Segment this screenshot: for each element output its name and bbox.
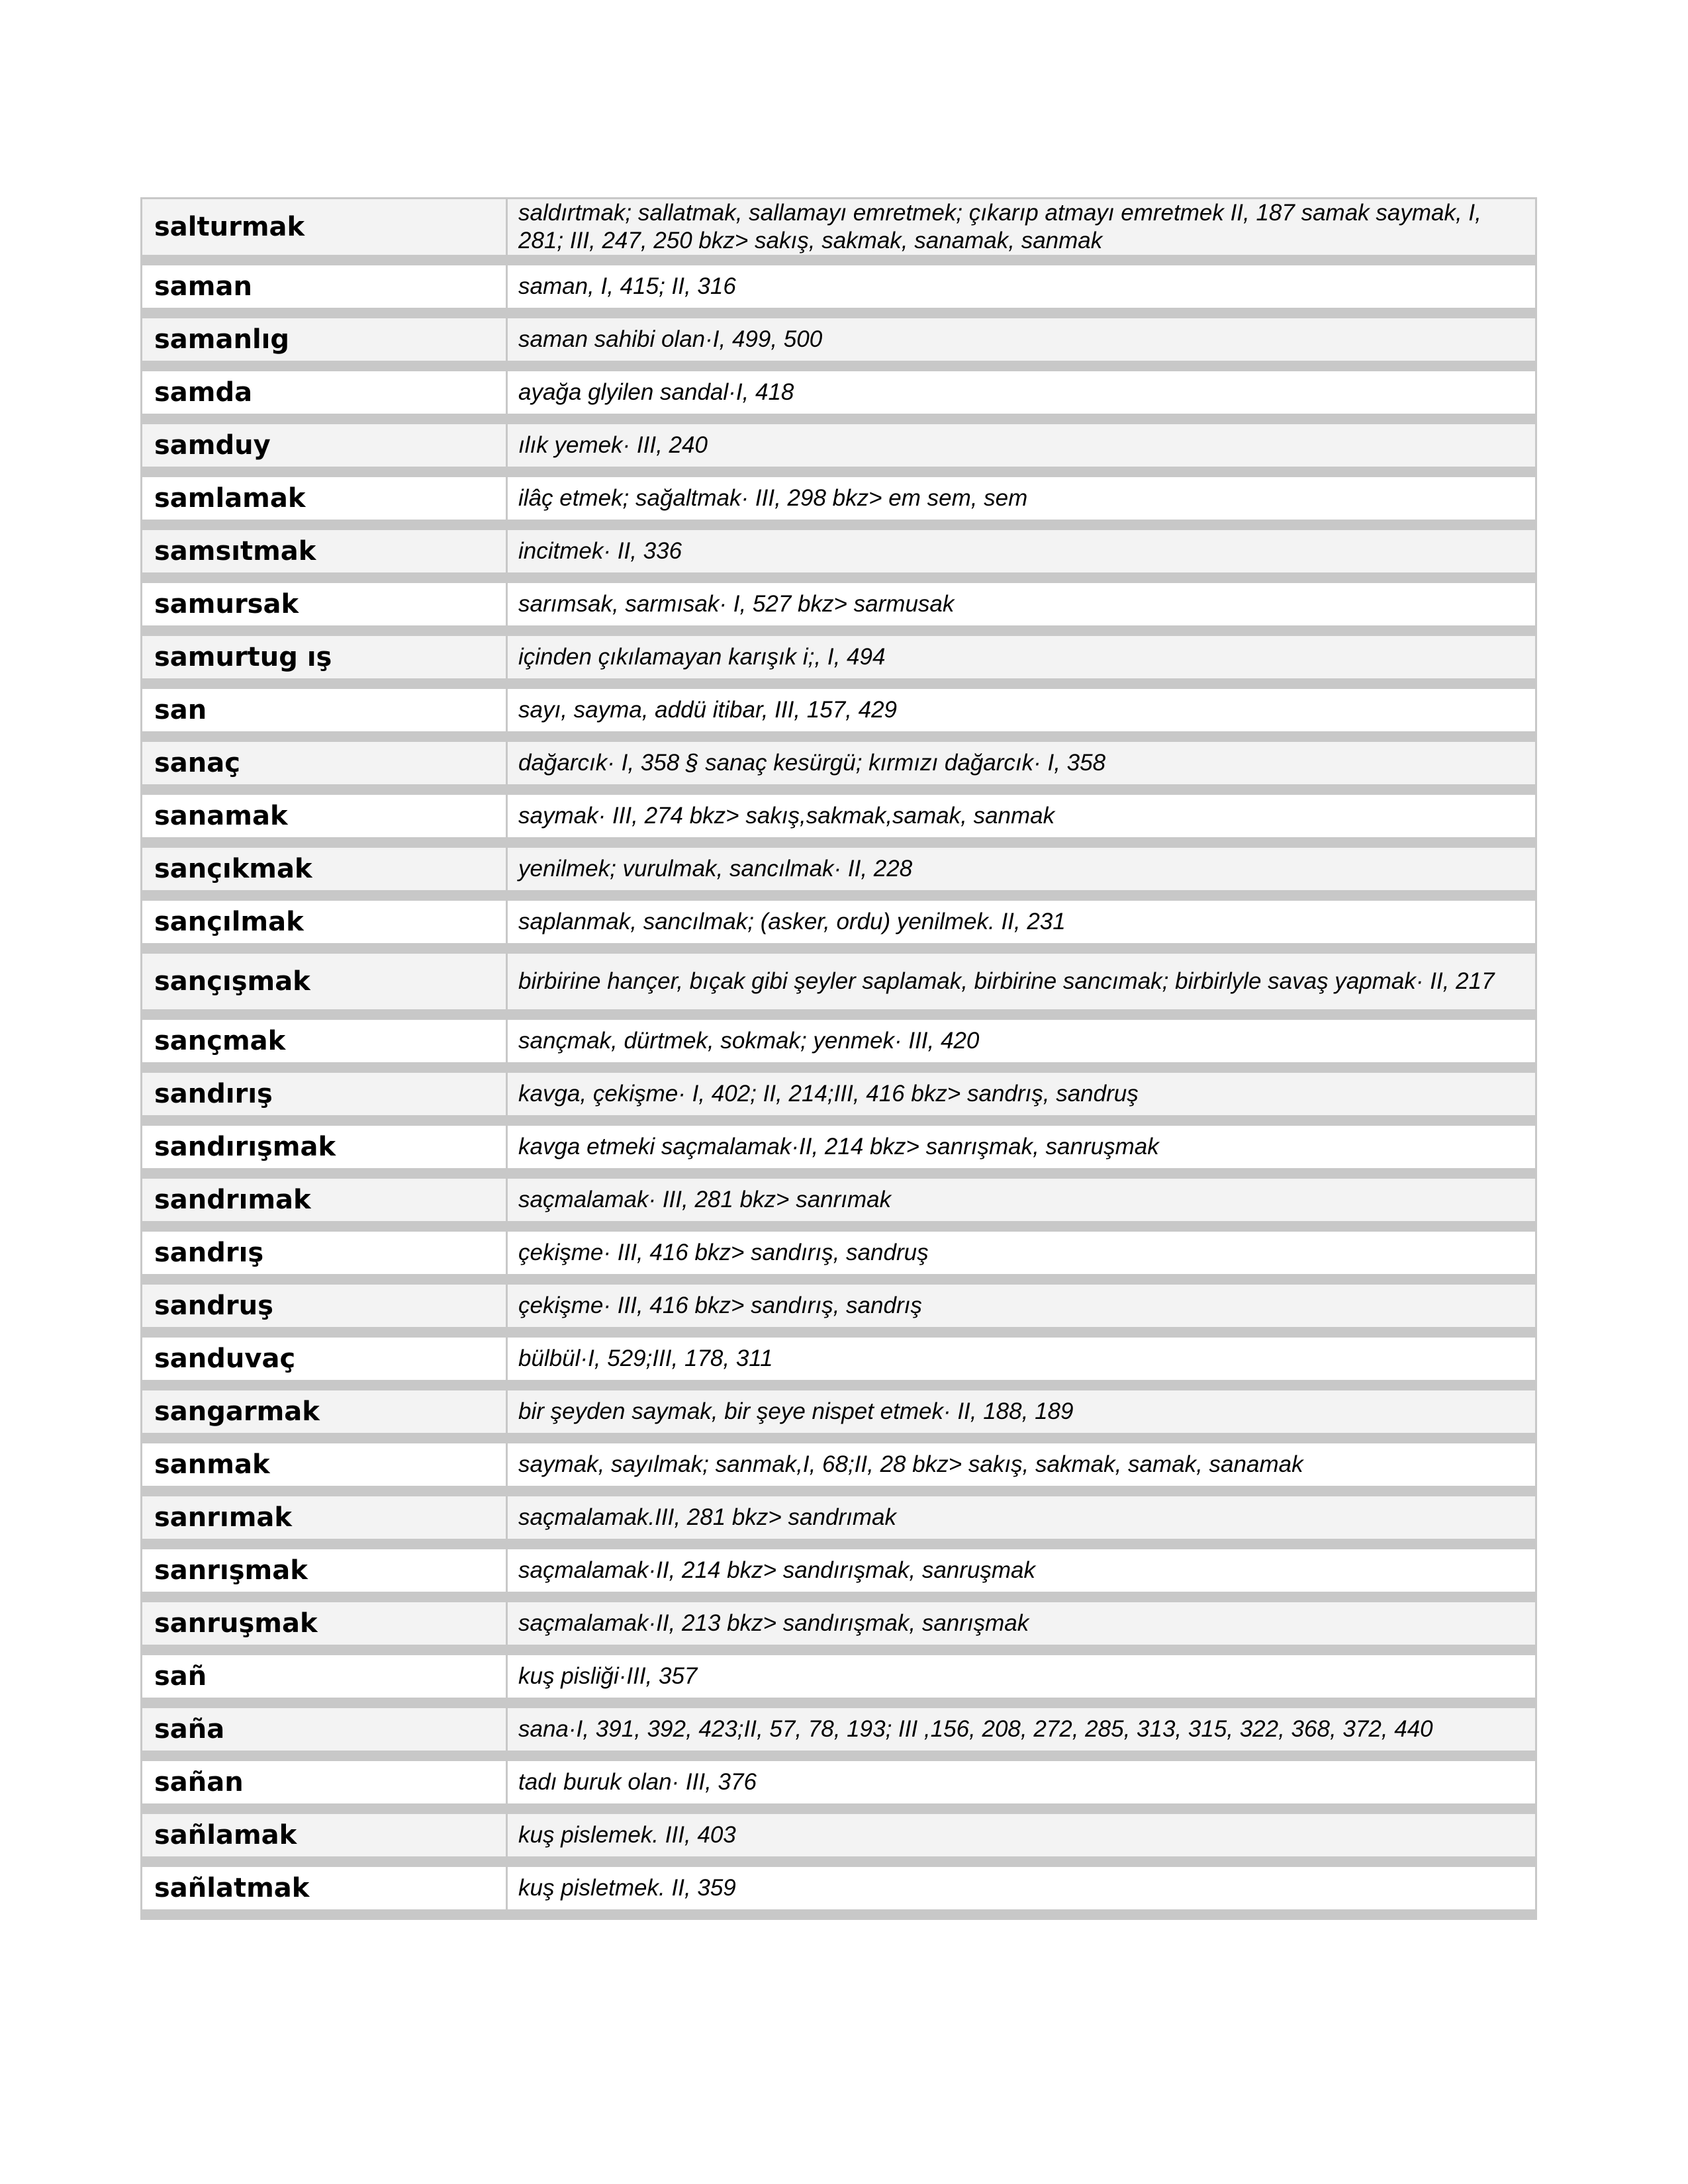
table-row	[142, 477, 1535, 520]
table-row	[142, 1496, 1535, 1539]
table-row	[142, 1867, 1535, 1909]
entry-term: samanlıg	[142, 318, 508, 361]
entry-definition: saymak· III, 274 bkz> sakış,sakmak,samak, sanmak	[508, 795, 1535, 837]
entry-definition: bülbül·I, 529;III, 178, 311	[508, 1338, 1535, 1380]
entry-definition: yenilmek; vurulmak, sancılmak· II, 228	[508, 848, 1535, 890]
entry-definition: kuş pisliği·III, 357	[508, 1655, 1535, 1698]
entry-definition: bir şeyden saymak, bir şeye nispet etmek· II, 188, 189	[508, 1390, 1535, 1433]
entry-term: sandruş	[142, 1285, 508, 1327]
entry-term: sandırış	[142, 1073, 508, 1115]
entry-term: sançılmak	[142, 901, 508, 943]
entry-term: sañan	[142, 1761, 508, 1803]
entry-term: san	[142, 689, 508, 731]
entry-definition: saymak, sayılmak; sanmak,I, 68;II, 28 bkz> sakış, sakmak, samak, sanamak	[508, 1443, 1535, 1486]
entry-term: samsıtmak	[142, 530, 508, 572]
table-row	[142, 199, 1535, 255]
table-row	[142, 1549, 1535, 1592]
table-row	[142, 1602, 1535, 1645]
table-row	[142, 1655, 1535, 1698]
entry-definition: saçmalamak.III, 281 bkz> sandrımak	[508, 1496, 1535, 1539]
entry-definition: çekişme· III, 416 bkz> sandırış, sandrış	[508, 1285, 1535, 1327]
table-row	[142, 583, 1535, 625]
entry-term: sanrımak	[142, 1496, 508, 1539]
entry-definition: incitmek· II, 336	[508, 530, 1535, 572]
table-row	[142, 689, 1535, 731]
entry-term: sanamak	[142, 795, 508, 837]
entry-term: sangarmak	[142, 1390, 508, 1433]
entry-definition: kuş pisletmek. II, 359	[508, 1867, 1535, 1909]
entry-term: sandırışmak	[142, 1126, 508, 1168]
table-row	[142, 530, 1535, 572]
table-row	[142, 636, 1535, 678]
dictionary-table	[140, 197, 1537, 1920]
table-row	[142, 371, 1535, 414]
entry-definition: çekişme· III, 416 bkz> sandırış, sandruş	[508, 1232, 1535, 1274]
entry-term: saña	[142, 1708, 508, 1751]
entry-definition: saman, I, 415; II, 316	[508, 265, 1535, 308]
entry-term: sanrışmak	[142, 1549, 508, 1592]
entry-definition: dağarcık· I, 358 § sanaç kesürgü; kırmızı dağarcık· I, 358	[508, 742, 1535, 784]
entry-term: sanmak	[142, 1443, 508, 1486]
table-row	[142, 1126, 1535, 1168]
table-row	[142, 1338, 1535, 1380]
table-row	[142, 1232, 1535, 1274]
entry-term: sanaç	[142, 742, 508, 784]
entry-term: sançıkmak	[142, 848, 508, 890]
entry-definition: saldırtmak; sallatmak, sallamayı emretmek; çıkarıp atmayı emretmek II, 187 samak saymak, I, 281; III, 247, 250 bkz> sakış, sakmak, sanamak, sanmak	[508, 199, 1535, 255]
entry-definition: ılık yemek· III, 240	[508, 424, 1535, 467]
table-row	[142, 1179, 1535, 1221]
entry-definition: saçmalamak·II, 213 bkz> sandırışmak, sanrışmak	[508, 1602, 1535, 1645]
table-row	[142, 848, 1535, 890]
table-row	[142, 1814, 1535, 1856]
entry-term: sançışmak	[142, 954, 508, 1009]
entry-definition: saplanmak, sancılmak; (asker, ordu) yenilmek. II, 231	[508, 901, 1535, 943]
entry-term: sanruşmak	[142, 1602, 508, 1645]
table-row	[142, 1073, 1535, 1115]
table-row	[142, 954, 1535, 1009]
entry-definition: kuş pislemek. III, 403	[508, 1814, 1535, 1856]
table-row	[142, 742, 1535, 784]
table-row	[142, 795, 1535, 837]
table-row	[142, 901, 1535, 943]
table-row	[142, 1390, 1535, 1433]
table-row	[142, 1443, 1535, 1486]
table-row	[142, 318, 1535, 361]
entry-term: sañlatmak	[142, 1867, 508, 1909]
entry-term: sanduvaç	[142, 1338, 508, 1380]
entry-definition: kavga etmeki saçmalamak·II, 214 bkz> sanrışmak, sanruşmak	[508, 1126, 1535, 1168]
entry-definition: saçmalamak· III, 281 bkz> sanrımak	[508, 1179, 1535, 1221]
entry-definition: sarımsak, sarmısak· I, 527 bkz> sarmusak	[508, 583, 1535, 625]
entry-term: salturmak	[142, 199, 508, 255]
entry-term: saman	[142, 265, 508, 308]
entry-definition: içinden çıkılamayan karışık i;, I, 494	[508, 636, 1535, 678]
table-row	[142, 265, 1535, 308]
table-row	[142, 424, 1535, 467]
entry-term: sandrımak	[142, 1179, 508, 1221]
entry-term: samduy	[142, 424, 508, 467]
entry-definition: ilâç etmek; sağaltmak· III, 298 bkz> em sem, sem	[508, 477, 1535, 520]
entry-term: sañ	[142, 1655, 508, 1698]
entry-definition: sana·I, 391, 392, 423;II, 57, 78, 193; III ,156, 208, 272, 285, 313, 315, 322, 368, 372, 440	[508, 1708, 1535, 1751]
entry-definition: tadı buruk olan· III, 376	[508, 1761, 1535, 1803]
table-row	[142, 1708, 1535, 1751]
entry-definition: saçmalamak·II, 214 bkz> sandırışmak, sanruşmak	[508, 1549, 1535, 1592]
entry-term: samurtug ış	[142, 636, 508, 678]
table-row	[142, 1761, 1535, 1803]
entry-definition: ayağa glyilen sandal·I, 418	[508, 371, 1535, 414]
entry-definition: kavga, çekişme· I, 402; II, 214;III, 416 bkz> sandrış, sandruş	[508, 1073, 1535, 1115]
entry-term: samursak	[142, 583, 508, 625]
entry-definition: sayı, sayma, addü itibar, III, 157, 429	[508, 689, 1535, 731]
entry-definition: saman sahibi olan·I, 499, 500	[508, 318, 1535, 361]
entry-term: samda	[142, 371, 508, 414]
table-row	[142, 1285, 1535, 1327]
entry-term: sañlamak	[142, 1814, 508, 1856]
entry-definition: birbirine hançer, bıçak gibi şeyler saplamak, birbirine sancımak; birbirlyle savaş yapmak· II, 217	[508, 954, 1535, 1009]
table-row	[142, 1020, 1535, 1062]
entry-definition: sançmak, dürtmek, sokmak; yenmek· III, 420	[508, 1020, 1535, 1062]
entry-term: samlamak	[142, 477, 508, 520]
entry-term: sançmak	[142, 1020, 508, 1062]
entry-term: sandrış	[142, 1232, 508, 1274]
